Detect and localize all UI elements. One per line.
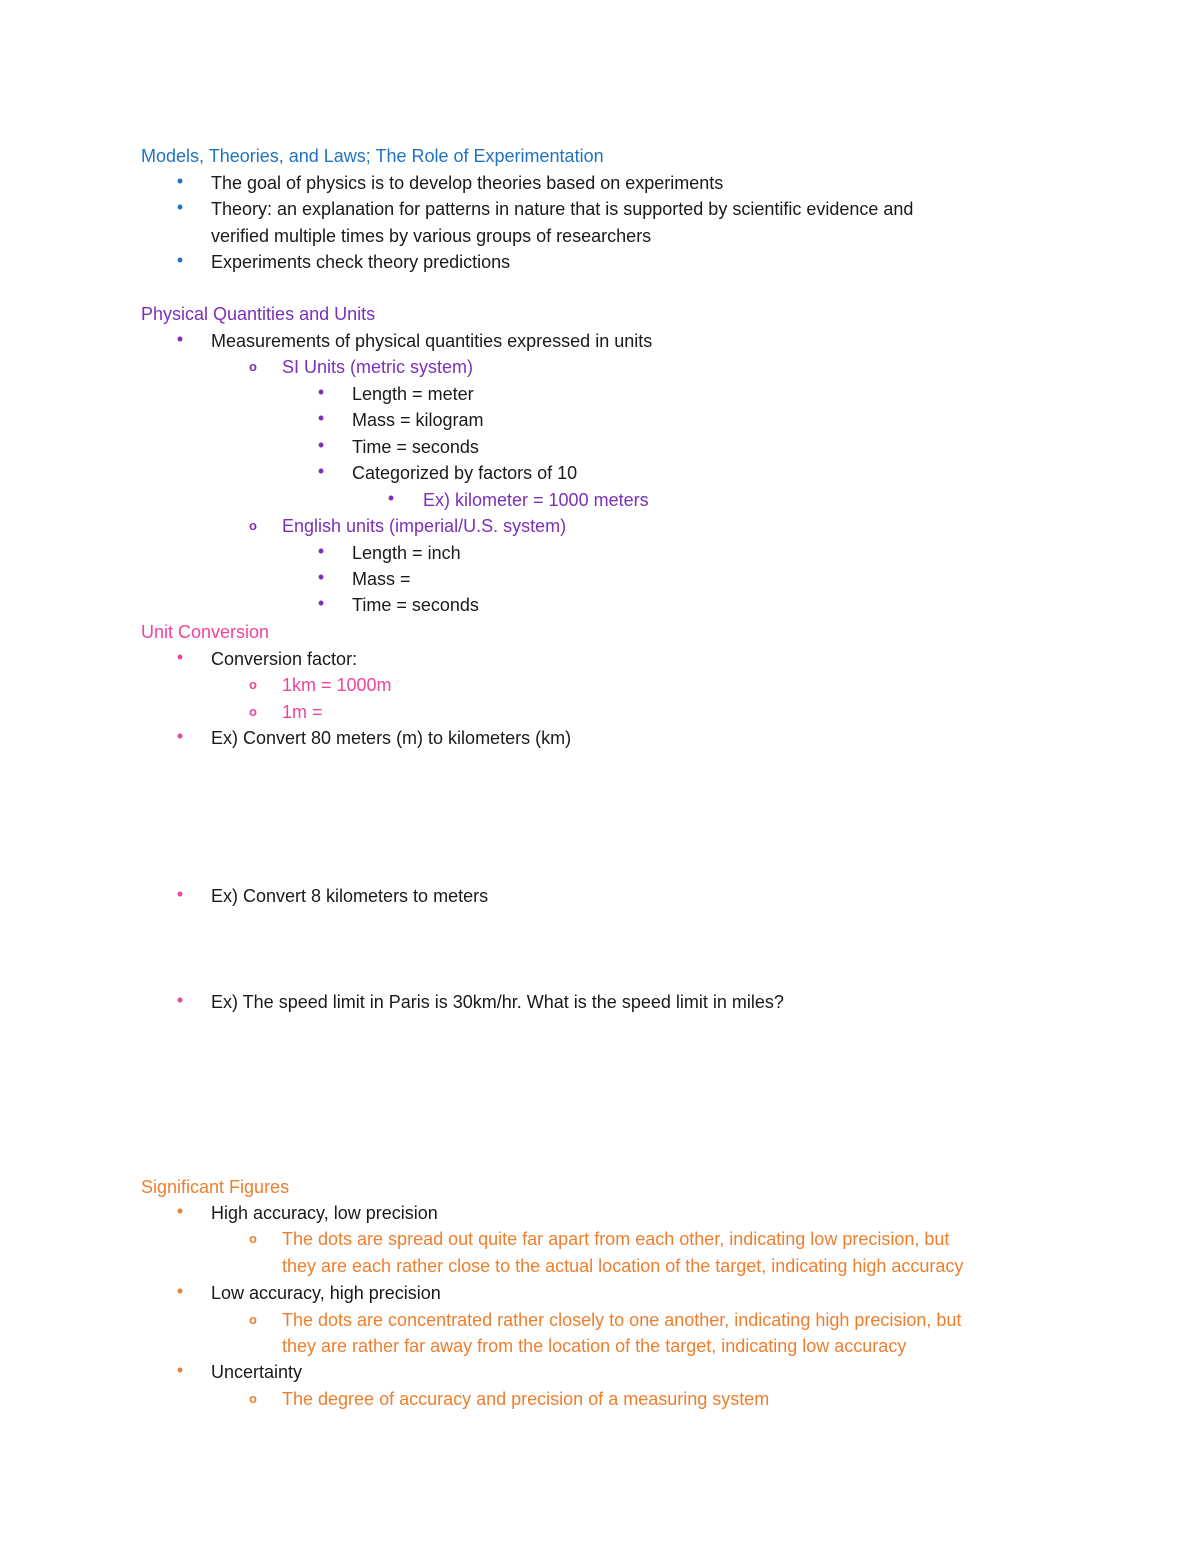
list-item-text: Categorized by factors of 10 xyxy=(352,463,578,483)
bullet-icon: • xyxy=(176,197,184,217)
bullet-icon: • xyxy=(176,990,184,1010)
bullet-icon: • xyxy=(176,647,184,667)
list-item-text: High accuracy, low precision xyxy=(211,1203,438,1223)
list-item-text: Ex) The speed limit in Paris is 30km/hr. What is the speed limit in miles? xyxy=(211,992,784,1012)
list-item-text: they are each rather close to the actual location of the target, indicating high accuracy xyxy=(282,1256,964,1276)
bullet-icon: • xyxy=(176,1360,184,1380)
list-item-text: Mass = kilogram xyxy=(352,410,484,430)
list-item-text: The dots are spread out quite far apart from each other, indicating low precision, but xyxy=(282,1229,950,1249)
list-item-text: Ex) kilometer = 1000 meters xyxy=(423,490,649,510)
bullet-icon: • xyxy=(176,1281,184,1301)
bullet-icon: • xyxy=(317,593,325,613)
list-item-text: 1m = xyxy=(282,702,323,722)
bullet-icon: • xyxy=(176,726,184,746)
hollow-bullet-icon: o xyxy=(249,677,257,692)
list-item-text: Mass = xyxy=(352,569,411,589)
hollow-bullet-icon: o xyxy=(249,704,257,719)
bullet-icon: • xyxy=(317,541,325,561)
list-item-text: verified multiple times by various groups of researchers xyxy=(211,226,652,246)
list-item-text: SI Units (metric system) xyxy=(282,357,474,377)
section-heading-physical-quantities: Physical Quantities and Units xyxy=(141,304,376,324)
hollow-bullet-icon: o xyxy=(249,1231,257,1246)
bullet-icon: • xyxy=(176,1201,184,1221)
list-item-text: The degree of accuracy and precision of a measuring system xyxy=(282,1389,770,1409)
list-item-text: Ex) Convert 80 meters (m) to kilometers (km) xyxy=(211,728,572,748)
bullet-icon: • xyxy=(176,250,184,270)
list-item-text: Conversion factor: xyxy=(211,649,358,669)
bullet-icon: • xyxy=(317,567,325,587)
bullet-icon: • xyxy=(176,171,184,191)
list-item-text: Theory: an explanation for patterns in nature that is supported by scientific evidence and xyxy=(211,199,914,219)
bullet-icon: • xyxy=(317,382,325,402)
bullet-icon: • xyxy=(387,488,395,508)
list-item-text: Low accuracy, high precision xyxy=(211,1283,441,1303)
list-item-text: Time = seconds xyxy=(352,595,479,615)
list-item-text: The dots are concentrated rather closely to one another, indicating high precision, but xyxy=(282,1310,962,1330)
bullet-icon: • xyxy=(317,408,325,428)
hollow-bullet-icon: o xyxy=(249,518,257,533)
list-item-text: The goal of physics is to develop theories based on experiments xyxy=(211,173,724,193)
bullet-icon: • xyxy=(176,329,184,349)
hollow-bullet-icon: o xyxy=(249,1312,257,1327)
list-item-text: Measurements of physical quantities expressed in units xyxy=(211,331,653,351)
hollow-bullet-icon: o xyxy=(249,359,257,374)
list-item-text: Experiments check theory predictions xyxy=(211,252,511,272)
section-heading-models: Models, Theories, and Laws; The Role of Experimentation xyxy=(141,146,604,166)
section-heading-unit-conversion: Unit Conversion xyxy=(141,622,270,642)
list-item-text: 1km = 1000m xyxy=(282,675,392,695)
list-item-text: Length = inch xyxy=(352,543,461,563)
list-item-text: Ex) Convert 8 kilometers to meters xyxy=(211,886,489,906)
list-item-text: Uncertainty xyxy=(211,1362,303,1382)
list-item-text: English units (imperial/U.S. system) xyxy=(282,516,567,536)
list-item-text: they are rather far away from the location of the target, indicating low accuracy xyxy=(282,1336,907,1356)
bullet-icon: • xyxy=(317,461,325,481)
list-item-text: Length = meter xyxy=(352,384,474,404)
list-item-text: Time = seconds xyxy=(352,437,479,457)
hollow-bullet-icon: o xyxy=(249,1391,257,1406)
bullet-icon: • xyxy=(317,435,325,455)
section-heading-significant-figures: Significant Figures xyxy=(141,1177,290,1197)
bullet-icon: • xyxy=(176,884,184,904)
